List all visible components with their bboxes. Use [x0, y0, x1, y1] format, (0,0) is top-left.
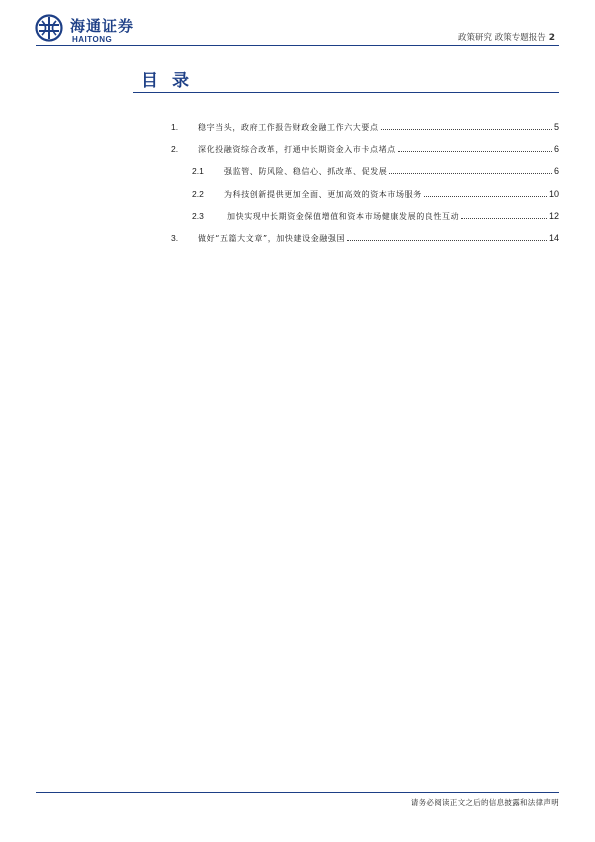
toc-entry-text: 为科技创新提供更加全面、更加高效的资本市场服务 [224, 190, 422, 199]
footer-divider [36, 792, 559, 793]
toc-entry-page: 10 [548, 189, 559, 199]
toc-entry-number: 3. [171, 233, 179, 243]
toc-entry-page: 6 [553, 144, 559, 154]
toc-entry-2[interactable] [171, 144, 559, 155]
haitong-emblem-icon [35, 14, 63, 42]
toc-leader-dots [389, 172, 552, 174]
toc-entry-page: 14 [548, 233, 559, 243]
footer-disclaimer: 请务必阅读正文之后的信息披露和法律声明 [410, 798, 559, 807]
toc-leader-dots [381, 128, 552, 130]
header-category [458, 31, 555, 43]
toc-entry-3[interactable] [171, 233, 559, 244]
toc-leader-dots [347, 239, 547, 241]
logo-english-name: HAITONG [72, 35, 113, 44]
toc-entry-1[interactable] [171, 122, 559, 133]
toc-entry-number: 2.3 [192, 211, 204, 221]
toc-entry-number: 2. [171, 144, 179, 154]
toc-entry-2-1[interactable] [192, 166, 559, 177]
report-category: 政策研究 政策专题报告 [458, 33, 546, 43]
haitong-logo [35, 14, 155, 46]
toc-entry-text: 加快实现中长期资金保值增值和资本市场健康发展的良性互动 [227, 212, 460, 221]
toc-entry-number: 2.2 [192, 189, 204, 199]
toc-entry-page: 5 [553, 122, 559, 132]
toc-entry-text: 稳字当头，政府工作报告财政金融工作六大要点 [198, 123, 379, 132]
toc-entry-2-3[interactable] [192, 211, 559, 222]
toc-entry-2-2[interactable] [192, 189, 559, 200]
toc-entry-text: 做好“五篇大文章”，加快建设金融强国 [198, 234, 346, 243]
toc-leader-dots [398, 150, 552, 152]
toc-entry-number: 1. [171, 122, 179, 132]
toc-entry-text: 深化投融资综合改革，打通中长期资金入市卡点堵点 [198, 145, 396, 154]
toc-title: 目录 [141, 71, 203, 91]
header-divider [36, 45, 559, 46]
toc-divider [133, 92, 559, 93]
toc-entry-page: 12 [548, 211, 559, 221]
toc-entry-number: 2.1 [192, 166, 204, 176]
toc-entry-text: 强监管、防风险、稳信心、抓改革、促发展 [224, 167, 388, 176]
logo-chinese-name: 海通证券 [70, 17, 135, 35]
toc-leader-dots [424, 195, 547, 197]
toc-entry-page: 6 [553, 166, 559, 176]
page-number: 2 [548, 33, 555, 43]
toc-leader-dots [461, 217, 547, 219]
